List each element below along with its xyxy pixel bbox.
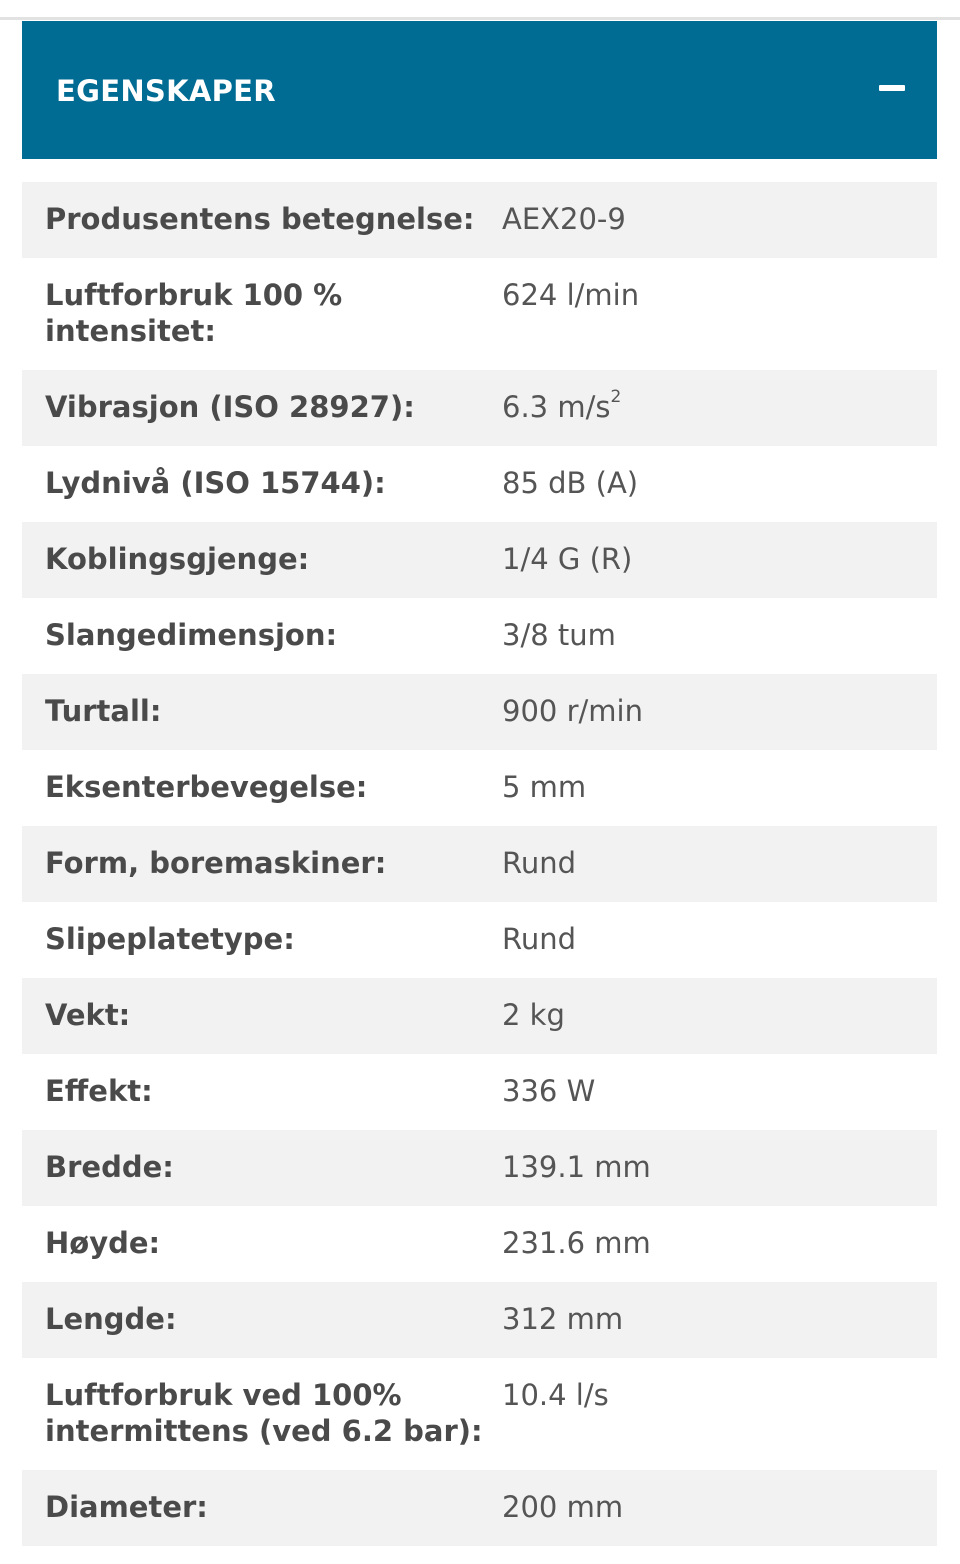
spec-value: 2 kg xyxy=(502,998,565,1032)
spec-value-text: 6.3 m/s xyxy=(502,390,611,424)
spec-row xyxy=(22,674,937,750)
superscript: 2 xyxy=(610,387,622,408)
spec-row xyxy=(22,522,937,598)
spec-value: 3/8 tum xyxy=(502,618,616,652)
spec-label: Vibrasjon (ISO 28927): xyxy=(45,390,415,424)
spec-value: 312 mm xyxy=(502,1302,624,1336)
top-divider xyxy=(0,17,960,20)
spec-value: 900 r/min xyxy=(502,694,643,728)
spec-row xyxy=(22,182,937,258)
spec-label: Effekt: xyxy=(45,1074,153,1108)
spec-row xyxy=(22,1470,937,1546)
spec-label: Slangedimensjon: xyxy=(45,618,338,652)
spec-row xyxy=(22,1282,937,1358)
spec-value: 200 mm xyxy=(502,1490,624,1524)
spec-label: Koblingsgjenge: xyxy=(45,542,310,576)
spec-label: Produsentens betegnelse: xyxy=(45,202,475,236)
spec-label: Vekt: xyxy=(45,998,131,1032)
spec-label: Luftforbruk ved 100% intermittens (ved 6.2 bar): xyxy=(45,1378,483,1448)
spec-label: Høyde: xyxy=(45,1226,161,1260)
spec-row xyxy=(22,902,937,978)
spec-row xyxy=(22,598,937,674)
spec-table xyxy=(22,182,937,1546)
spec-value: AEX20-9 xyxy=(502,202,626,236)
spec-label: Slipeplatetype: xyxy=(45,922,295,956)
spec-value: 624 l/min xyxy=(502,278,640,312)
spec-label: Lydnivå (ISO 15744): xyxy=(45,466,386,500)
spec-row xyxy=(22,1206,937,1282)
spec-value: Rund xyxy=(502,846,577,880)
spec-row xyxy=(22,1130,937,1206)
spec-row xyxy=(22,826,937,902)
spec-row xyxy=(22,1358,937,1470)
spec-value: 5 mm xyxy=(502,770,587,804)
spec-value: 85 dB (A) xyxy=(502,466,639,500)
spec-value: 10.4 l/s xyxy=(502,1378,609,1412)
spec-value: 336 W xyxy=(502,1074,596,1108)
minus-icon[interactable] xyxy=(879,85,905,91)
spec-row xyxy=(22,1054,937,1130)
spec-label: Eksenterbevegelse: xyxy=(45,770,368,804)
spec-label: Diameter: xyxy=(45,1490,208,1524)
spec-value: 231.6 mm xyxy=(502,1226,651,1260)
spec-label: Bredde: xyxy=(45,1150,174,1184)
spec-value: 139.1 mm xyxy=(502,1150,651,1184)
spec-value: 1/4 G (R) xyxy=(502,542,633,576)
spec-value xyxy=(502,389,922,425)
spec-row xyxy=(22,258,937,370)
spec-row xyxy=(22,370,937,446)
properties-panel-header[interactable] xyxy=(22,21,937,159)
spec-label: Lengde: xyxy=(45,1302,177,1336)
spec-value: Rund xyxy=(502,922,577,956)
spec-row xyxy=(22,978,937,1054)
spec-row xyxy=(22,446,937,522)
spec-row xyxy=(22,750,937,826)
spec-label: Form, boremaskiner: xyxy=(45,846,387,880)
spec-label: Luftforbruk 100 % intensitet: xyxy=(45,278,343,348)
spec-label: Turtall: xyxy=(45,694,162,728)
panel-title: EGENSKAPER xyxy=(56,74,276,108)
